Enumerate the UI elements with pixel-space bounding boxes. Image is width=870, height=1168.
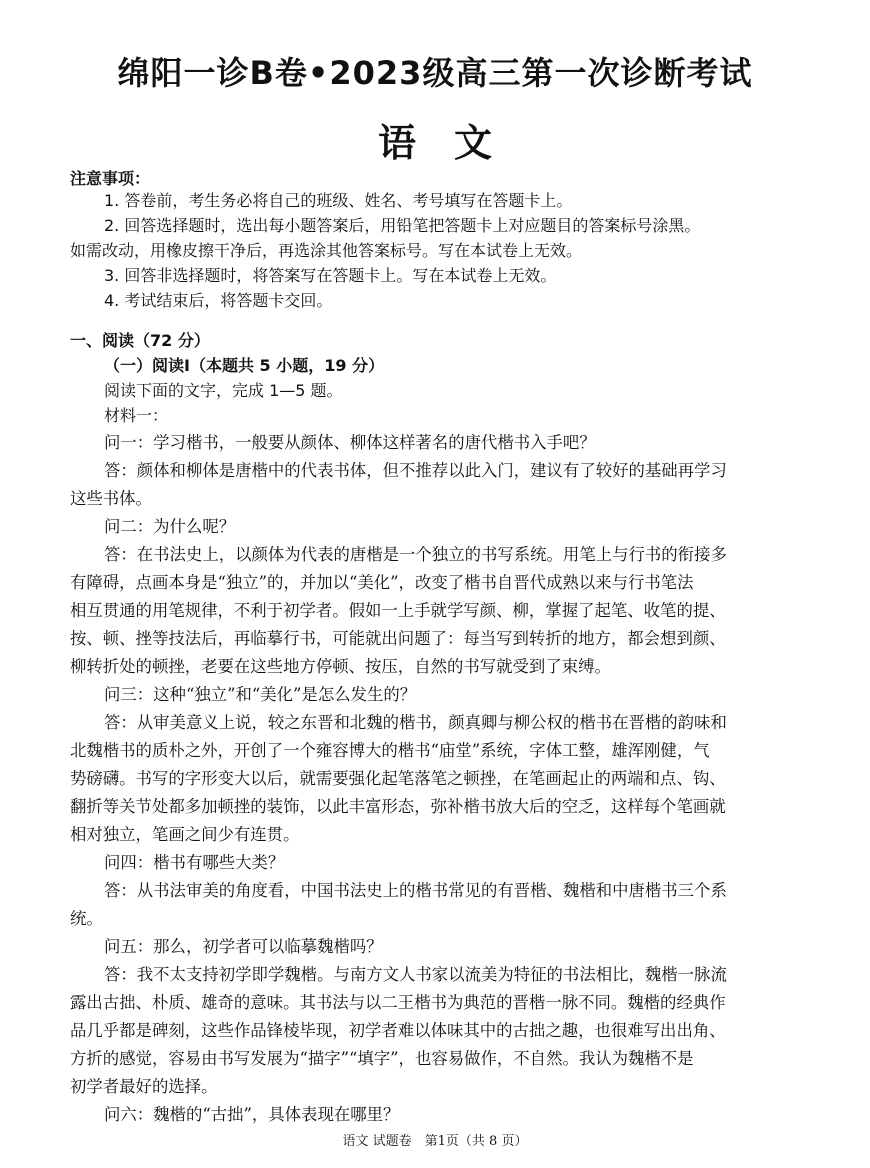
- passage-line: 统。: [70, 909, 103, 928]
- notice-line: 4. 考试结束后，将答题卡交回。: [104, 291, 333, 310]
- passage-line: 北魏楷书的质朴之外，开创了一个雍容博大的楷书“庙堂”系统，字体工整，雄浑刚健，气: [70, 741, 710, 760]
- passage-line: 方折的感觉，容易由书写发展为“描字”“填字”，也容易做作，不自然。我认为魏楷不是: [70, 1049, 694, 1068]
- passage-line: 势磅礴。书写的字形变大以后，就需要强化起笔落笔之顿挫，在笔画起止的两端和点、钩、: [70, 769, 726, 788]
- passage-line: 相互贯通的用笔规律，不利于初学者。假如一上手就学写颜、柳，掌握了起笔、收笔的提、: [70, 601, 726, 620]
- reading-instruction: 阅读下面的文字，完成 1—5 题。: [104, 381, 343, 400]
- passage-line: 答：从审美意义上说，较之东晋和北魏的楷书，颜真卿与柳公权的楷书在晋楷的韵味和: [104, 713, 727, 732]
- notice-line: 2. 回答选择题时，选出每小题答案后，用铅笔把答题卡上对应题目的答案标号涂黑。: [104, 216, 701, 235]
- passage-line: 初学者最好的选择。: [70, 1077, 218, 1096]
- passage-line: 答：从书法审美的角度看，中国书法史上的楷书常见的有晋楷、魏楷和中唐楷书三个系: [104, 881, 727, 900]
- notice-heading: 注意事项：: [70, 169, 151, 188]
- passage-line: 问六：魏楷的“古拙”，具体表现在哪里？: [104, 1105, 400, 1124]
- passage-line: 品几乎都是碑刻，这些作品锋棱毕现，初学者难以体味其中的古拙之趣，也很难写出出角、: [70, 1021, 726, 1040]
- notice-line: 3. 回答非选择题时，将答案写在答题卡上。写在本试卷上无效。: [104, 266, 557, 285]
- subject-title: 语 文: [377, 121, 492, 165]
- notice-line: 如需改动，用橡皮擦干净后，再选涂其他答案标号。写在本试卷上无效。: [70, 241, 583, 260]
- passage-line: 露出古拙、朴质、雄奇的意味。其书法与以二王楷书为典范的晋楷一脉不同。魏楷的经典作: [70, 993, 726, 1012]
- page-footer: 语文 试题卷 第1页（共 8 页）: [342, 1134, 528, 1149]
- subsection-heading: （一）阅读Ⅰ（本题共 5 小题，19 分）: [104, 356, 385, 375]
- passage-line: 柳转折处的顿挫，老要在这些地方停顿、按压，自然的书写就受到了束缚。: [70, 657, 611, 676]
- notice-line: 1. 答卷前，考生务必将自己的班级、姓名、考号填写在答题卡上。: [104, 191, 573, 210]
- passage-line: 这些书体。: [70, 489, 152, 508]
- section-heading: 一、阅读（72 分）: [70, 331, 210, 350]
- material-label: 材料一：: [104, 406, 169, 425]
- passage-line: 相对独立，笔画之间少有连贯。: [70, 825, 300, 844]
- passage-line: 答：颜体和柳体是唐楷中的代表书体，但不推荐以此入门，建议有了较好的基础再学习: [104, 461, 727, 480]
- passage-line: 有障碍，点画本身是“独立”的，并加以“美化”，改变了楷书自晋代成熟以来与行书笔法: [70, 573, 694, 592]
- passage-line: 问一：学习楷书，一般要从颜体、柳体这样著名的唐代楷书入手吧？: [104, 433, 596, 452]
- passage-line: 问三：这种“独立”和“美化”是怎么发生的？: [104, 685, 417, 704]
- exam-title: 绵阳一诊B卷•2023级高三第一次诊断考试: [117, 54, 753, 92]
- passage-line: 答：在书法史上，以颜体为代表的唐楷是一个独立的书写系统。用笔上与行书的衔接多: [104, 545, 727, 564]
- passage-line: 翻折等关节处都多加顿挫的装饰，以此丰富形态，弥补楷书放大后的空乏，这样每个笔画就: [70, 797, 726, 816]
- passage-line: 按、顿、挫等技法后，再临摹行书，可能就出问题了：每当写到转折的地方，都会想到颜、: [70, 629, 726, 648]
- passage-line: 问二：为什么呢？: [104, 517, 236, 536]
- passage-line: 问四：楷书有哪些大类？: [104, 853, 285, 872]
- passage-line: 问五：那么，初学者可以临摹魏楷吗？: [104, 937, 383, 956]
- passage-line: 答：我不太支持初学即学魏楷。与南方文人书家以流美为特征的书法相比，魏楷一脉流: [104, 965, 727, 984]
